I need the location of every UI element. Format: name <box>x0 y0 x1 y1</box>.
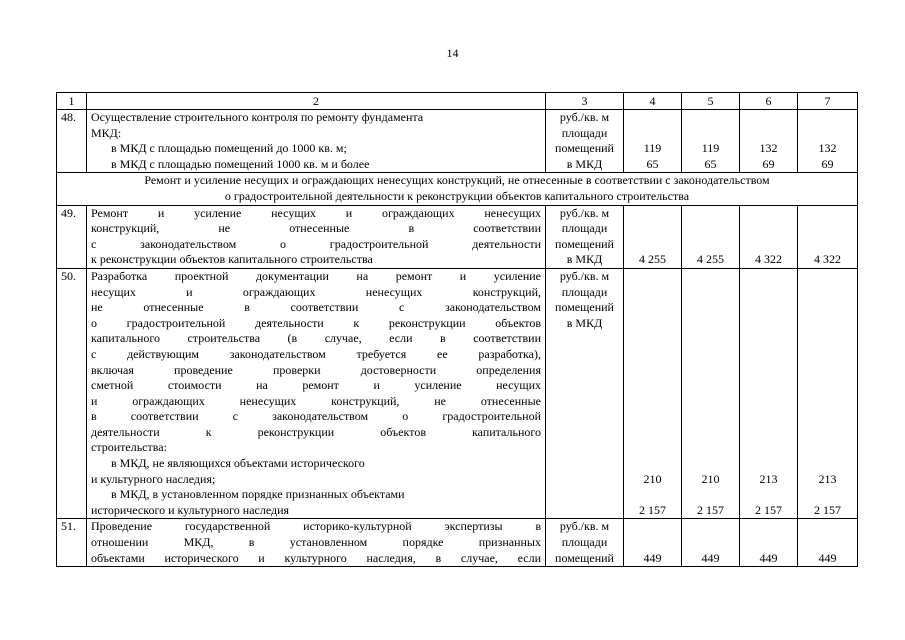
description-line: исторического и культурного наследия <box>91 502 290 517</box>
column-number-header-row <box>57 93 858 110</box>
description-line: МКД: <box>91 125 122 140</box>
unit-line: руб./кв. м <box>559 110 610 124</box>
value: 119 <box>701 141 720 156</box>
value-cell <box>798 110 858 173</box>
table-row <box>57 110 858 173</box>
value: 4 255 <box>697 252 724 267</box>
description-line: в МКД, в установленном порядке признанных объектами <box>111 487 405 502</box>
value: 213 <box>759 471 778 486</box>
unit-line: в МКД <box>566 252 603 267</box>
section-heading <box>57 173 858 205</box>
table-row <box>57 268 858 519</box>
row-number: 50. <box>57 268 87 519</box>
description-line: объектами исторического и культурного наследия, в случае, если <box>91 550 541 565</box>
unit-cell <box>546 519 624 567</box>
row-number: 48. <box>57 110 87 173</box>
unit-line: помещений <box>555 550 614 565</box>
value-cell <box>682 205 740 268</box>
value: 449 <box>759 550 778 565</box>
value: 132 <box>818 141 837 156</box>
description-line: в соответствии с законодательством о градостроительной <box>91 409 541 424</box>
value-cell <box>740 110 798 173</box>
value: 69 <box>821 156 834 171</box>
value: 210 <box>701 471 720 486</box>
description-line: в МКД с площадью помещений 1000 кв. м и более <box>111 156 370 171</box>
value: 449 <box>701 550 720 565</box>
description-line: сметной стоимости на ремонт и усиление несущих <box>91 378 541 393</box>
table-row <box>57 205 858 268</box>
column-header: 6 <box>740 93 798 110</box>
value: 210 <box>643 471 662 486</box>
value-cell <box>798 268 858 519</box>
value-cell <box>682 519 740 567</box>
value-cell <box>740 519 798 567</box>
value: 69 <box>762 156 775 171</box>
unit-line: в МКД <box>566 156 603 171</box>
description-line: о градостроительной деятельности к реконструкции объектов <box>91 315 541 330</box>
value: 65 <box>646 156 659 171</box>
value: 449 <box>818 550 837 565</box>
description-line: Ремонт и усиление несущих и ограждающих ненесущих <box>91 205 541 220</box>
description-line: Осуществление строительного контроля по ремонту фундамента <box>91 110 424 124</box>
unit-line: в МКД <box>566 315 603 330</box>
value: 449 <box>643 550 662 565</box>
description-line: капитального строительства (в случае, если в соответствии <box>91 331 541 346</box>
value: 65 <box>704 156 717 171</box>
description-line: конструкций, не отнесенные в соответствии <box>91 221 541 236</box>
value-cell <box>682 110 740 173</box>
value: 2 157 <box>697 502 724 517</box>
unit-line: помещений <box>555 300 614 315</box>
description-line: включая проведение проверки достоверности определения <box>91 362 541 377</box>
unit-line: площади <box>561 535 608 550</box>
unit-line: руб./кв. м <box>559 519 610 534</box>
value: 4 255 <box>639 252 666 267</box>
section-header-row <box>57 173 858 205</box>
row-number: 51. <box>57 519 87 567</box>
value: 2 157 <box>639 502 666 517</box>
column-header: 4 <box>624 93 682 110</box>
description-line: деятельности к реконструкции объектов капитального <box>91 424 541 439</box>
value: 4 322 <box>814 252 841 267</box>
column-header: 2 <box>87 93 546 110</box>
unit-cell <box>546 205 624 268</box>
section-heading-line: о градостроительной деятельности к реконструкции объектов капитального строительства <box>224 188 690 203</box>
value: 132 <box>759 141 778 156</box>
description-line: в МКД, не являющихся объектами исторического <box>111 456 365 471</box>
column-header: 5 <box>682 93 740 110</box>
value: 2 157 <box>755 502 782 517</box>
tariff-table <box>56 92 858 567</box>
unit-line: площади <box>561 125 608 140</box>
value: 2 157 <box>814 502 841 517</box>
description-line: и ограждающих ненесущих конструкций, не отнесенные <box>91 393 541 408</box>
value: 4 322 <box>755 252 782 267</box>
description-line: отношении МКД, в установленном порядке признанных <box>91 535 541 550</box>
table-row <box>57 519 858 567</box>
unit-line: руб./кв. м <box>559 268 610 283</box>
row-description <box>87 268 546 519</box>
description-line: к реконструкции объектов капитального строительства <box>91 252 373 267</box>
unit-cell <box>546 268 624 519</box>
value-cell <box>624 110 682 173</box>
value-cell <box>624 268 682 519</box>
row-number: 49. <box>57 205 87 268</box>
unit-line: помещений <box>555 141 614 156</box>
column-header: 7 <box>798 93 858 110</box>
description-line: не отнесенные в соответствии с законодательством <box>91 300 541 315</box>
column-header: 3 <box>546 93 624 110</box>
unit-line: площади <box>561 221 608 236</box>
row-description <box>87 519 546 567</box>
value: 213 <box>818 471 837 486</box>
section-heading-line: Ремонт и усиление несущих и ограждающих ненесущих конструкций, не отнесенные в соответствии с законодательством <box>144 173 770 188</box>
unit-line: площади <box>561 284 608 299</box>
value-cell <box>740 268 798 519</box>
unit-line: руб./кв. м <box>559 205 610 220</box>
row-description <box>87 205 546 268</box>
description-line: Проведение государственной историко-культурной экспертизы в <box>91 519 541 534</box>
description-line: несущих и ограждающих ненесущих конструкций, <box>91 284 541 299</box>
description-line: с законодательством о градостроительной деятельности <box>91 236 541 251</box>
value-cell <box>798 519 858 567</box>
value-cell <box>624 519 682 567</box>
row-description <box>87 110 546 173</box>
value: 119 <box>643 141 662 156</box>
value-cell <box>682 268 740 519</box>
description-line: в МКД с площадью помещений до 1000 кв. м; <box>111 141 347 156</box>
value-cell <box>740 205 798 268</box>
description-line: строительства: <box>91 440 167 455</box>
description-line: Разработка проектной документации на ремонт и усиление <box>91 268 541 283</box>
value-cell <box>624 205 682 268</box>
column-header: 1 <box>57 93 87 110</box>
unit-line: помещений <box>555 236 614 251</box>
unit-cell <box>546 110 624 173</box>
description-line: и культурного наследия; <box>91 471 216 486</box>
page-number: 14 <box>446 46 459 60</box>
description-line: с действующим законодательством требуется ее разработка), <box>91 346 541 361</box>
value-cell <box>798 205 858 268</box>
